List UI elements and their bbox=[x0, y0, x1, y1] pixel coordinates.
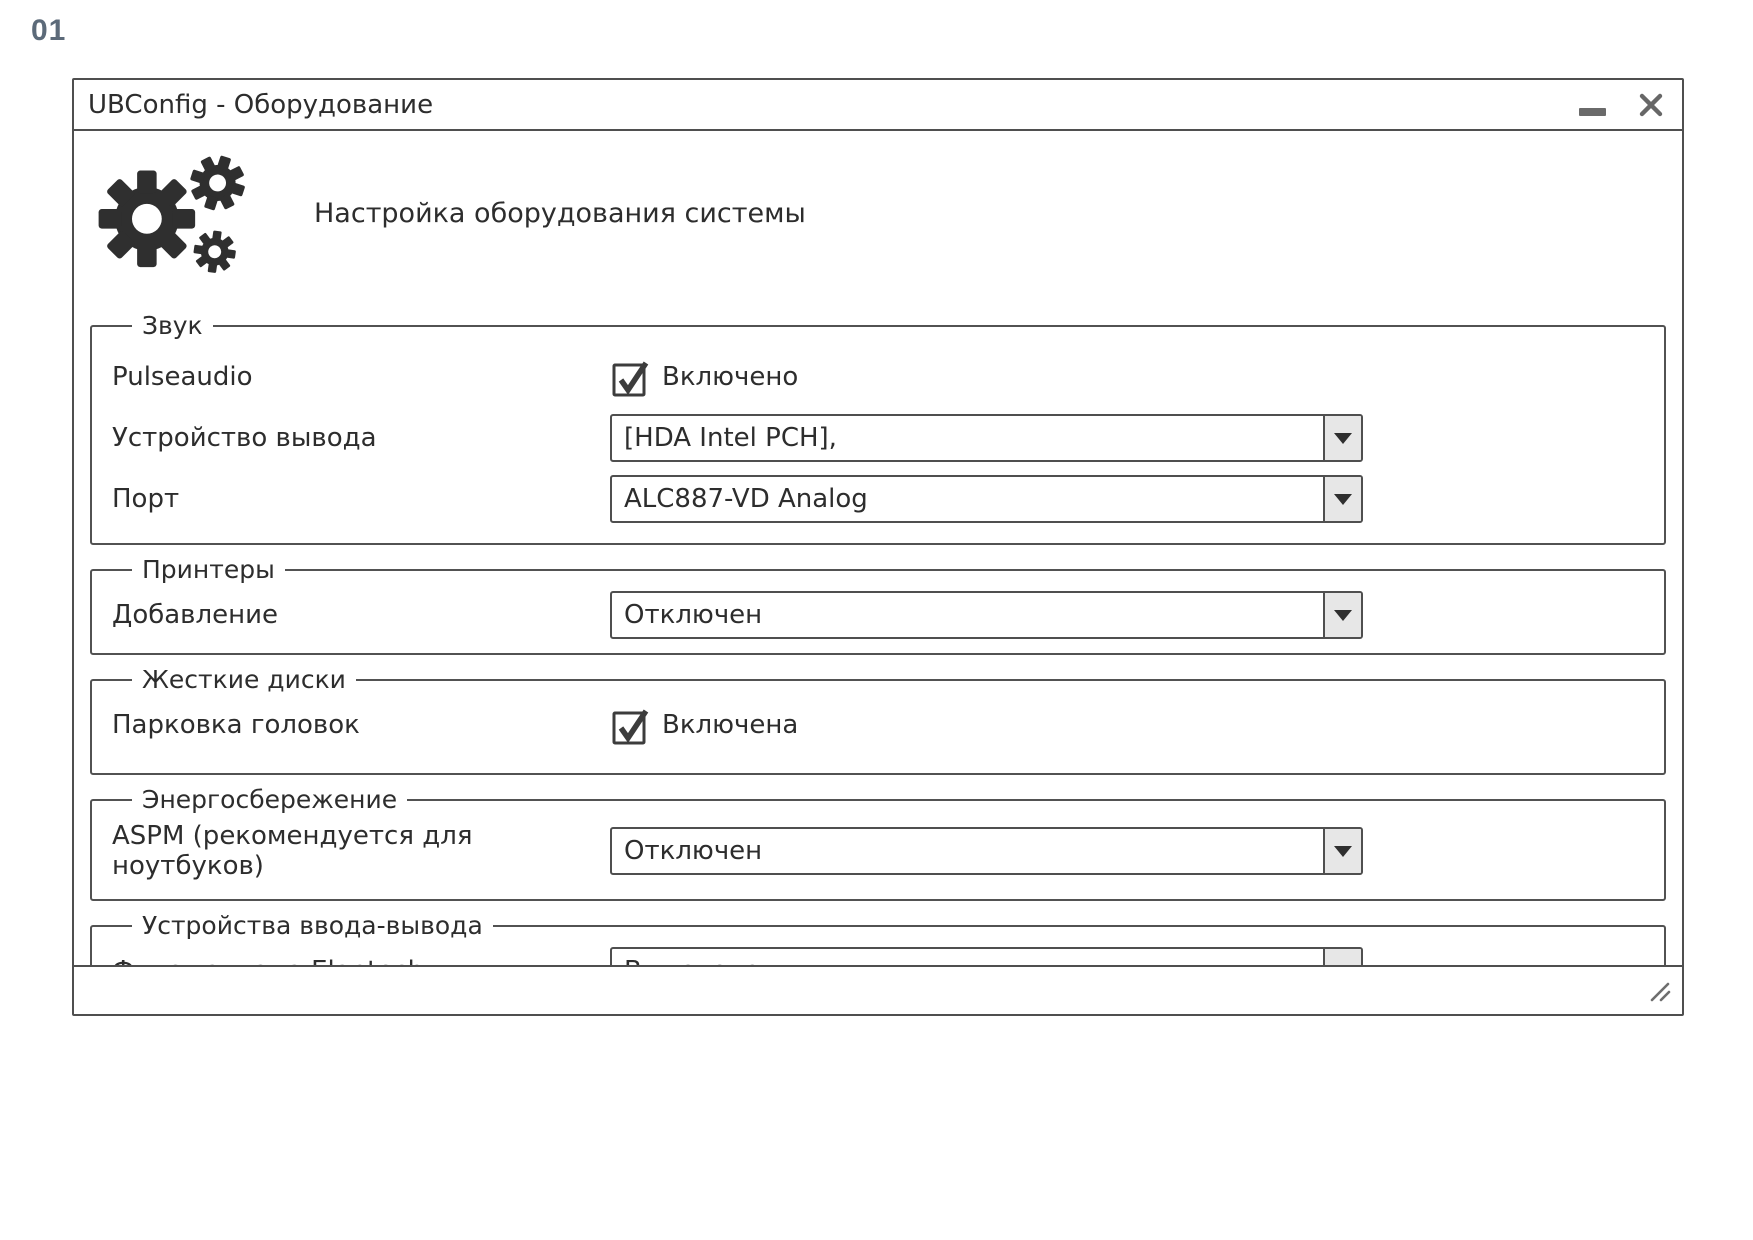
window-content bbox=[74, 151, 1682, 1013]
checkbox-checked-icon bbox=[610, 704, 652, 746]
minimize-icon[interactable] bbox=[1579, 108, 1606, 116]
dropdown-value: ALC887-VD Analog bbox=[624, 484, 868, 514]
row-output-device bbox=[112, 414, 1664, 462]
chevron-down-icon bbox=[1323, 829, 1361, 873]
row-pulseaudio bbox=[112, 353, 1664, 401]
close-icon[interactable] bbox=[1638, 92, 1664, 118]
output-device-dropdown[interactable] bbox=[610, 414, 1363, 462]
gears-icon bbox=[96, 151, 252, 275]
chevron-down-icon bbox=[1323, 477, 1361, 521]
group-sound bbox=[90, 311, 1666, 545]
group-printers-legend: Принтеры bbox=[142, 555, 275, 584]
dropdown-value: [HDA Intel PCH], bbox=[624, 423, 837, 453]
field-label: ASPM (рекомендуется для ноутбуков) bbox=[112, 821, 473, 881]
window-title: UBConfig - Оборудование bbox=[88, 89, 434, 120]
group-io-devices-legend: Устройства ввода-вывода bbox=[142, 911, 483, 940]
field-label: Pulseaudio bbox=[112, 362, 253, 392]
resize-grip-icon[interactable] bbox=[1646, 980, 1674, 1002]
row-aspm bbox=[112, 821, 1664, 881]
group-sound-legend: Звук bbox=[142, 311, 203, 340]
field-label: Добавление bbox=[112, 600, 279, 630]
window-ubconfig-hardware bbox=[72, 78, 1684, 1016]
chevron-down-icon bbox=[1323, 593, 1361, 637]
group-printers bbox=[90, 555, 1666, 655]
field-label: Устройство вывода bbox=[112, 423, 377, 453]
header-text: Настройка оборудования системы bbox=[314, 197, 806, 229]
field-label: Порт bbox=[112, 484, 180, 514]
row-printer-add bbox=[112, 591, 1664, 639]
checkbox-state-label: Включено bbox=[662, 362, 799, 392]
window-titlebar[interactable] bbox=[74, 80, 1682, 131]
chevron-down-icon bbox=[1323, 416, 1361, 460]
status-bar bbox=[74, 965, 1682, 1014]
checkbox-checked-icon bbox=[610, 356, 652, 398]
printer-add-dropdown[interactable] bbox=[610, 591, 1363, 639]
row-port bbox=[112, 475, 1664, 523]
pulseaudio-checkbox[interactable] bbox=[610, 353, 798, 401]
aspm-dropdown[interactable] bbox=[610, 827, 1363, 875]
dropdown-value: Отключен bbox=[624, 836, 763, 866]
page-number-label: 01 bbox=[31, 14, 67, 47]
dropdown-value: Отключен bbox=[624, 600, 763, 630]
field-label: Парковка головок bbox=[112, 710, 360, 740]
group-power-saving bbox=[90, 785, 1666, 901]
group-power-saving-legend: Энергосбережение bbox=[142, 785, 398, 814]
checkbox-state-label: Включена bbox=[662, 710, 799, 740]
head-parking-checkbox[interactable] bbox=[610, 701, 798, 749]
group-hard-drives bbox=[90, 665, 1666, 775]
port-dropdown[interactable] bbox=[610, 475, 1363, 523]
header-row bbox=[96, 151, 1666, 275]
row-head-parking bbox=[112, 701, 1664, 749]
group-hard-drives-legend: Жесткие диски bbox=[142, 665, 346, 694]
